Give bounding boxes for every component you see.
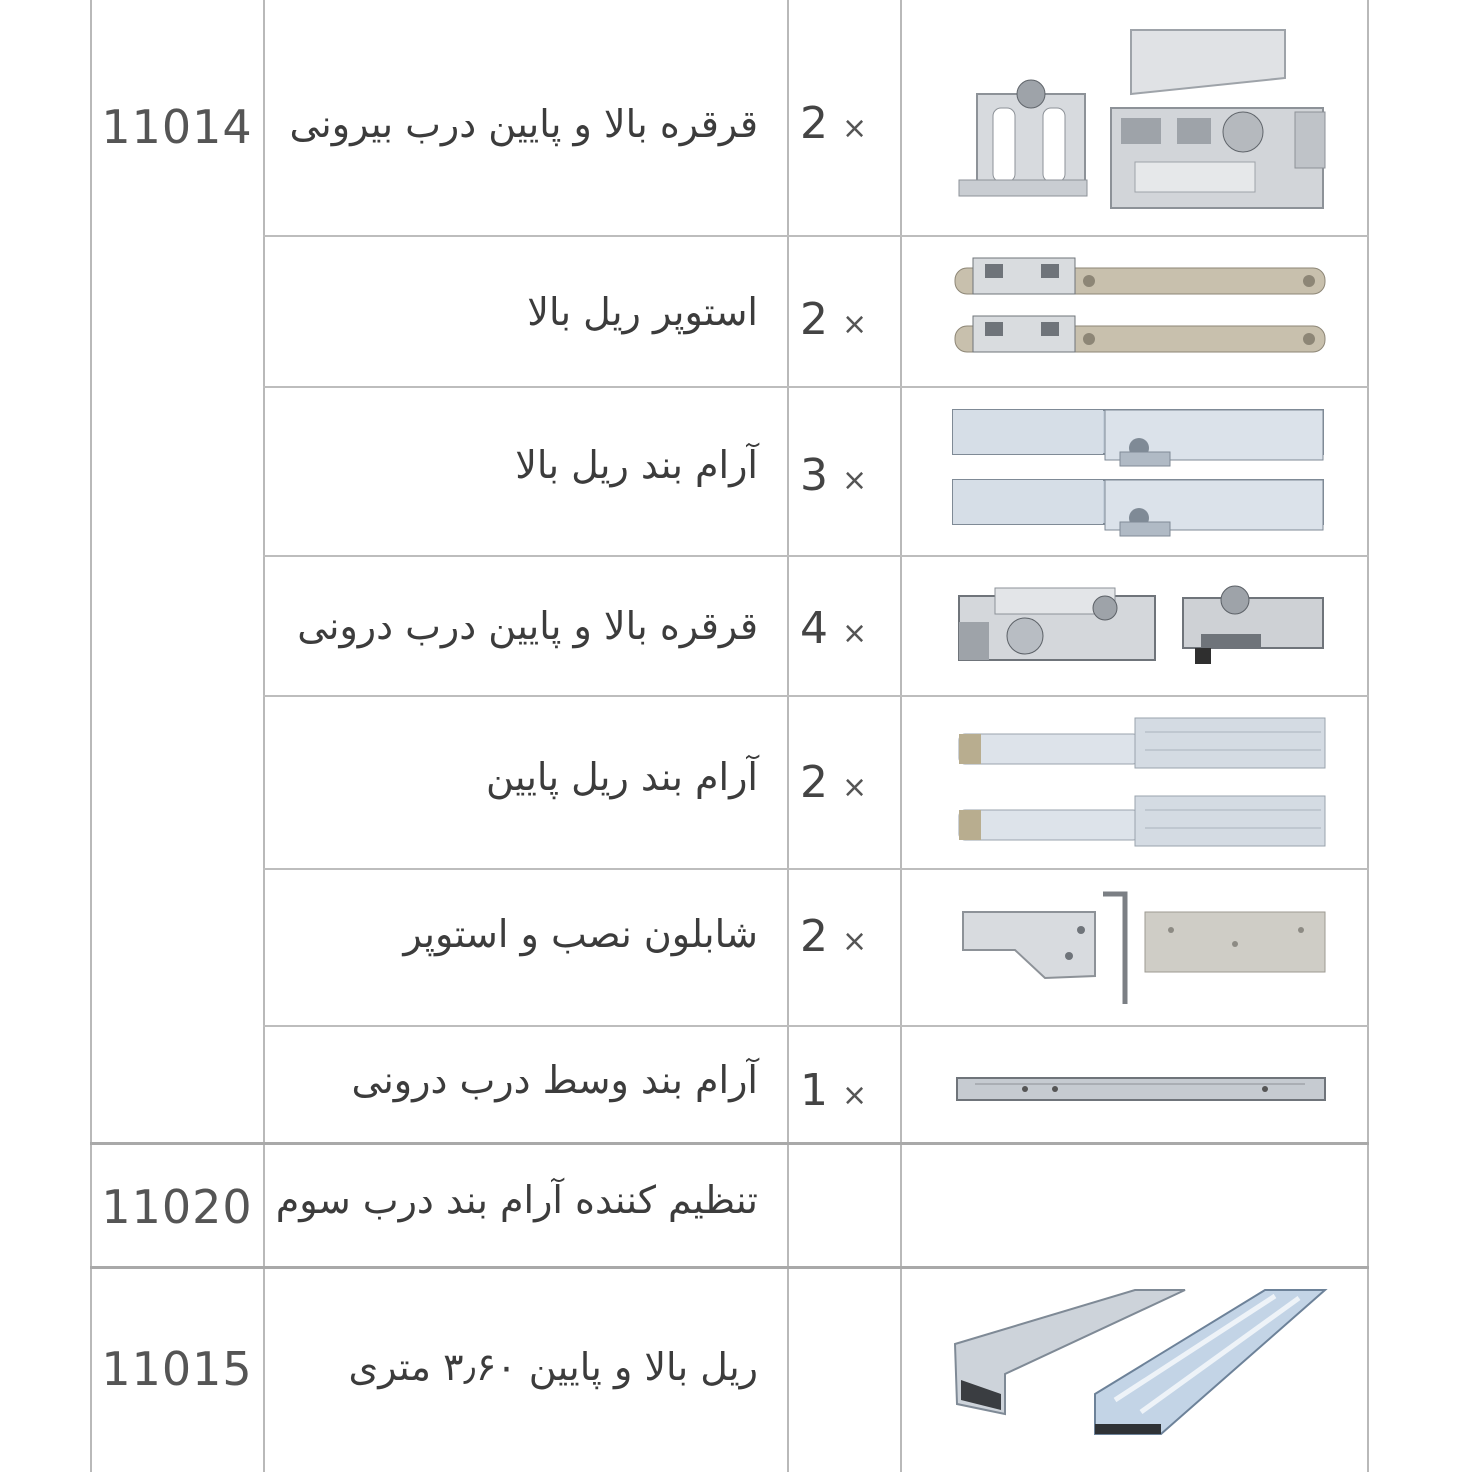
quantity-number: 2	[800, 911, 828, 962]
product-code: 11014	[101, 100, 253, 154]
row-divider	[263, 235, 1369, 237]
table-border-right	[1367, 0, 1369, 1472]
table-divider-name	[787, 0, 789, 1472]
group-divider	[90, 1266, 1369, 1269]
multiply-sign: ×	[842, 616, 868, 651]
bottom-rail-soft-close-image	[945, 710, 1335, 860]
row-divider	[263, 1025, 1369, 1027]
soft-close-unit	[953, 480, 1323, 536]
item-name: آرام بند وسط درب درونی	[351, 1058, 758, 1102]
multiply-sign: ×	[842, 463, 868, 498]
install-template-image	[945, 886, 1335, 1011]
soft-close-unit	[959, 718, 1325, 768]
soft-close-unit	[953, 410, 1323, 466]
outer-door-roller-set-image	[945, 22, 1335, 217]
multiply-sign: ×	[842, 307, 868, 342]
roller-bracket-left	[959, 80, 1087, 196]
middle-soft-close-image	[945, 1068, 1335, 1108]
item-quantity	[800, 911, 890, 962]
item-name: شابلون نصب و استوپر	[403, 912, 758, 956]
item-quantity	[800, 294, 890, 345]
item-name: استوپر ریل بالا	[527, 290, 758, 334]
multiply-sign: ×	[842, 1078, 868, 1113]
table-divider-code	[263, 0, 265, 1472]
roller-assembly-right	[1183, 586, 1323, 664]
quantity-number: 2	[800, 98, 828, 149]
item-name: قرقره بالا و پایین درب درونی	[297, 604, 758, 648]
roller-assembly-left	[959, 588, 1155, 660]
quantity-number: 2	[800, 294, 828, 345]
row-divider	[263, 695, 1369, 697]
multiply-sign: ×	[842, 924, 868, 959]
top-rail-stopper-image	[945, 250, 1335, 370]
item-quantity	[800, 603, 890, 654]
multiply-sign: ×	[842, 111, 868, 146]
quantity-number: 2	[800, 757, 828, 808]
group-divider	[90, 1142, 1369, 1145]
hex-key	[1103, 894, 1125, 1004]
roller-bracket-right	[1111, 30, 1325, 208]
table-border-left	[90, 0, 92, 1472]
template-plate-left	[963, 912, 1095, 978]
quantity-number: 3	[800, 450, 828, 501]
template-plate-right	[1145, 912, 1325, 972]
inner-door-roller-set-image	[945, 578, 1335, 678]
row-divider	[263, 386, 1369, 388]
item-quantity	[800, 98, 890, 149]
product-code: 11015	[101, 1342, 253, 1396]
item-name: قرقره بالا و پایین درب بیرونی	[289, 102, 758, 146]
quantity-number: 1	[800, 1065, 828, 1116]
item-name: ریل بالا و پایین ۳٫۶۰ متری	[348, 1345, 758, 1389]
item-name: آرام بند ریل بالا	[515, 443, 758, 487]
row-divider	[263, 555, 1369, 557]
multiply-sign: ×	[842, 770, 868, 805]
table-divider-qty	[900, 0, 902, 1472]
product-code: 11020	[101, 1180, 253, 1234]
item-name: آرام بند ریل پایین	[485, 755, 758, 799]
quantity-number: 4	[800, 603, 828, 654]
item-quantity	[800, 450, 890, 501]
item-quantity	[800, 757, 890, 808]
rail-profiles-image	[945, 1284, 1335, 1444]
item-quantity	[800, 1065, 890, 1116]
soft-close-unit	[959, 796, 1325, 846]
item-name: تنظیم کننده آرام بند درب سوم	[275, 1178, 758, 1222]
top-rail-soft-close-image	[945, 400, 1335, 545]
stopper-piece	[955, 316, 1325, 352]
stopper-piece	[955, 258, 1325, 294]
row-divider	[263, 868, 1369, 870]
